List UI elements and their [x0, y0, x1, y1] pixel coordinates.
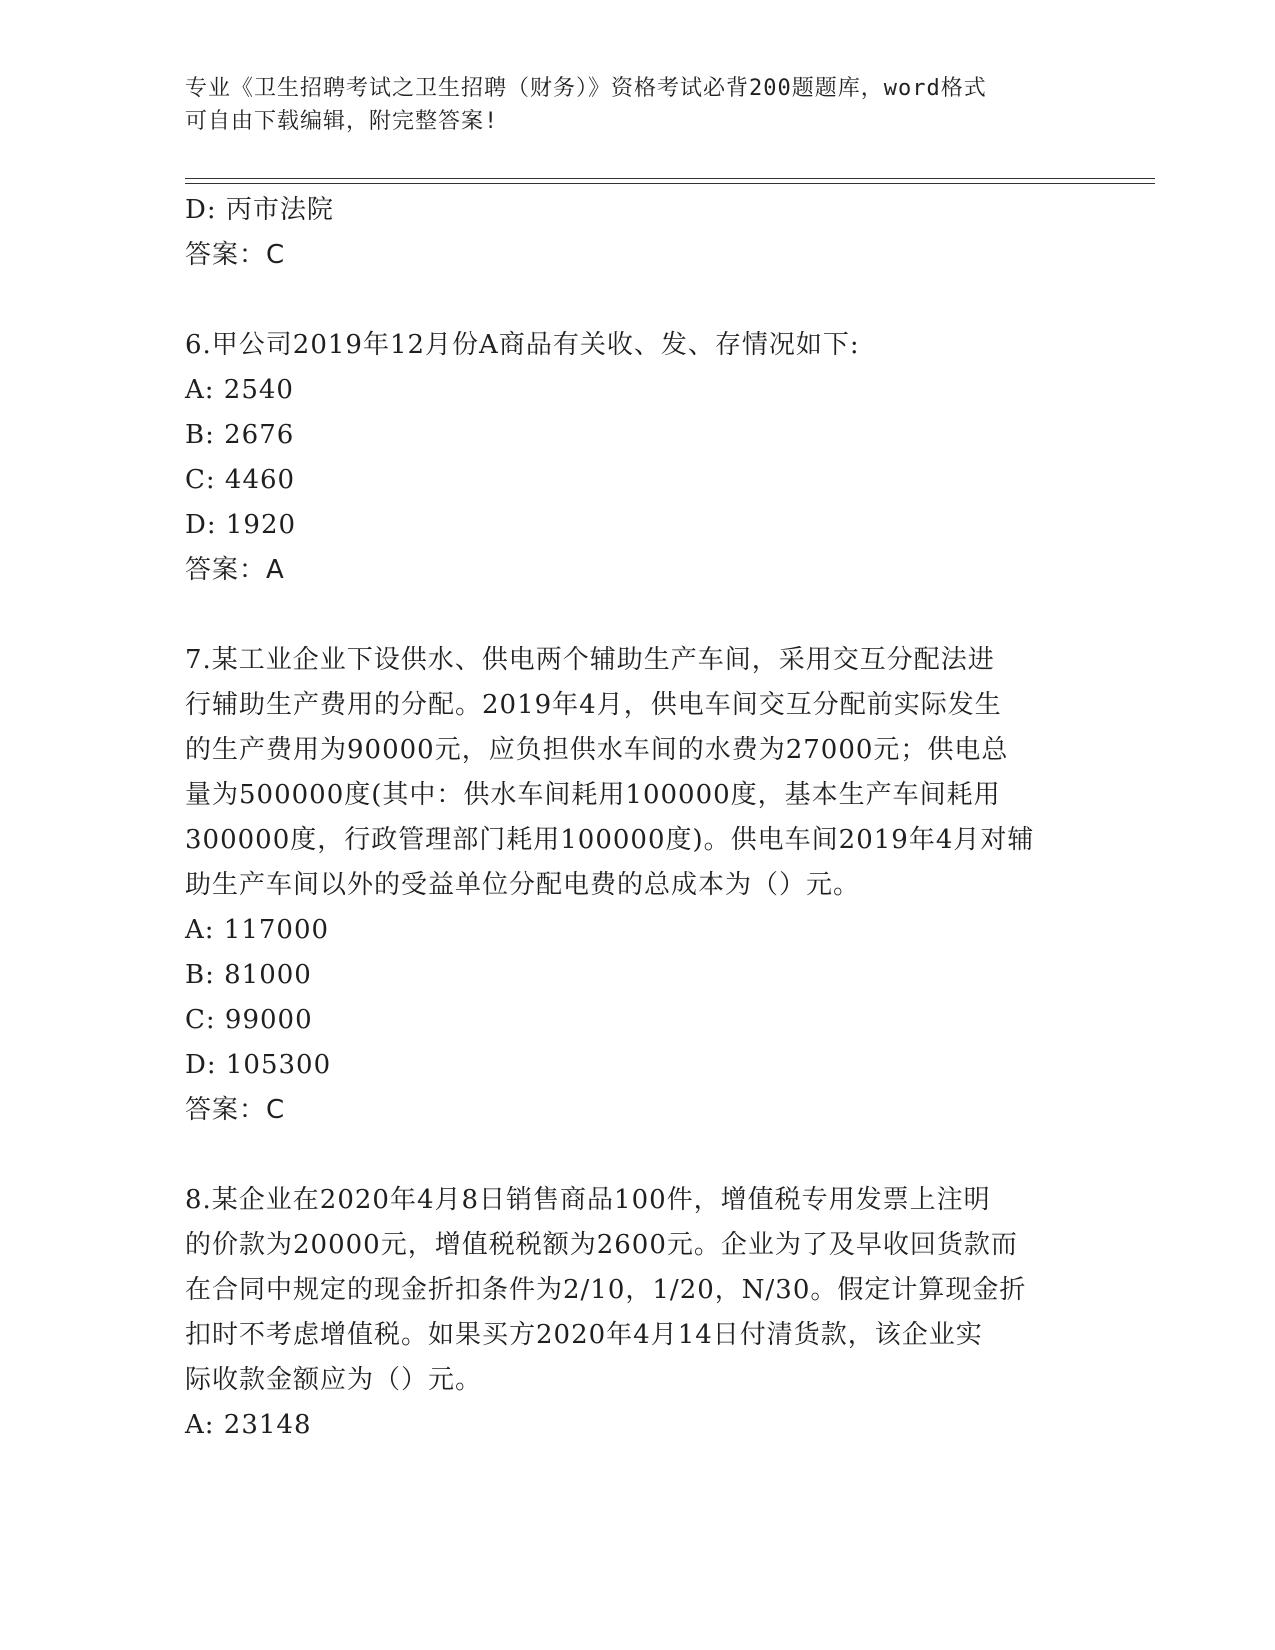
header-line-2: 可自由下载编辑，附完整答案!	[185, 109, 499, 134]
q8-option-a: A: 23148	[185, 1410, 312, 1440]
q7-stem-line-3: 的生产费用为90000元，应负担供水车间的水费为27000元；供电总	[185, 735, 1009, 765]
q7-stem-line-2: 行辅助生产费用的分配。2019年4月，供电车间交互分配前实际发生	[185, 690, 1002, 720]
q7-option-a: A: 117000	[185, 915, 330, 945]
q7-option-b: B: 81000	[185, 960, 312, 990]
header-divider-bottom	[185, 183, 1155, 184]
header-divider-top	[185, 178, 1155, 179]
spacer	[185, 278, 1085, 323]
document-header	[185, 72, 1085, 138]
q8-stem-line-4: 扣时不考虑增值税。如果买方2020年4月14日付清货款，该企业实	[185, 1320, 983, 1350]
q6-answer: 答案：A	[185, 555, 285, 585]
q7-stem-line-1: 7.某工业企业下设供水、供电两个辅助生产车间，采用交互分配法进	[185, 645, 995, 675]
q8-stem-line-3: 在合同中规定的现金折扣条件为2/10，1/20，N/30。假定计算现金折	[185, 1275, 1027, 1305]
q7-stem-line-6: 助生产车间以外的受益单位分配电费的总成本为（）元。	[185, 870, 861, 900]
q7-option-c: C: 99000	[185, 1005, 313, 1035]
prev-option-d: D: 丙市法院	[185, 195, 334, 225]
q7-stem-line-4: 量为500000度(其中：供水车间耗用100000度，基本生产车间耗用	[185, 780, 1001, 810]
q6-option-d: D: 1920	[185, 510, 297, 540]
q6-option-c: C: 4460	[185, 465, 296, 495]
q7-option-d: D: 105300	[185, 1050, 332, 1080]
prev-answer: 答案：C	[185, 240, 286, 270]
document-body	[185, 188, 1085, 1448]
spacer	[185, 593, 1085, 638]
q6-option-b: B: 2676	[185, 420, 295, 450]
q8-stem-line-5: 际收款金额应为（）元。	[185, 1365, 483, 1395]
q6-stem: 6.甲公司2019年12月份A商品有关收、发、存情况如下:	[185, 330, 860, 360]
q6-option-a: A: 2540	[185, 375, 294, 405]
q7-answer: 答案：C	[185, 1095, 286, 1125]
header-line-1: 专业《卫生招聘考试之卫生招聘（财务）》资格考试必背200题题库，word格式	[185, 76, 987, 101]
spacer	[185, 1133, 1085, 1178]
q8-stem-line-2: 的价款为20000元，增值税税额为2600元。企业为了及早收回货款而	[185, 1230, 1018, 1260]
q8-stem-line-1: 8.某企业在2020年4月8日销售商品100件，增值税专用发票上注明	[185, 1185, 991, 1215]
q7-stem-line-5: 300000度，行政管理部门耗用100000度)。供电车间2019年4月对辅	[185, 825, 1035, 855]
